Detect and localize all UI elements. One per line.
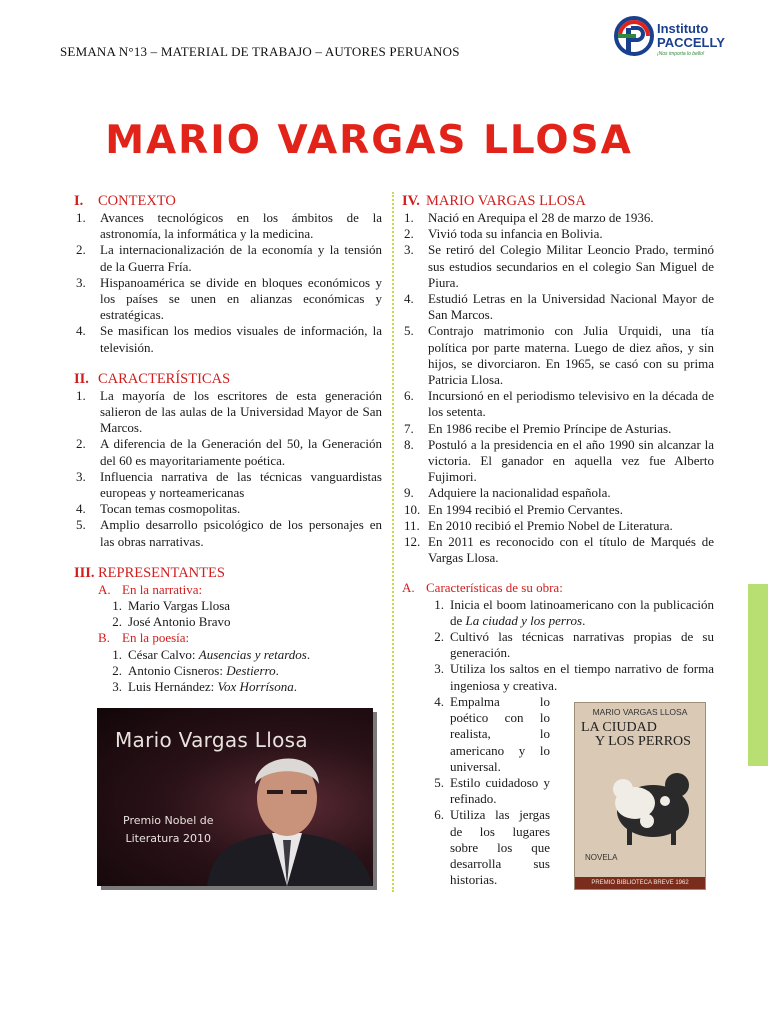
section-caracteristicas-title: II. CARACTERÍSTICAS (74, 370, 231, 387)
narrativa-subtitle: A. En la narrativa: (98, 581, 203, 597)
list-item: 5. Estilo cuidadoso y refinado. (434, 774, 550, 807)
list-item: 10. En 1994 recibió el Premio Cervantes. (404, 501, 623, 517)
list-item: 12. En 2011 es reconocido con el título de Marqués de Vargas Llosa. (404, 534, 714, 566)
list-item: 6. Incursionó en el periodismo televisivo en la década de los setenta. (404, 388, 714, 420)
book-band: PREMIO BIBLIOTECA BREVE 1962 (575, 877, 705, 889)
list-item: 4. Estudió Letras en la Universidad Nacional Mayor de San Marcos. (404, 291, 714, 323)
page-title: MARIO VARGAS LLOSA (105, 118, 633, 163)
list-item: 3. Influencia narrativa de las técnicas vanguardistas europeas y norteamericanas (76, 468, 382, 501)
list-item: 1. César Calvo: Ausencias y retardos. (112, 646, 311, 662)
paccelly-logo-icon (614, 14, 654, 62)
side-tab (748, 584, 768, 766)
book-author: MARIO VARGAS LLOSA (592, 707, 688, 717)
logo-name: Instituto PACCELLY (657, 21, 725, 50)
list-item: 3. Luis Hernández: Vox Horrísona. (112, 679, 297, 695)
list-item: 4. Tocan temas cosmopolitas. (76, 501, 241, 517)
book-title: LA CIUDAD Y LOS PERROS (581, 720, 691, 749)
list-item: 2. La internacionalización de la economía y la tensión de la Guerra Fría. (76, 242, 382, 274)
section-contexto-title: I. CONTEXTO (74, 193, 176, 209)
logo-tagline: ¡Nos importa lo bello! (657, 51, 705, 57)
list-item: 1. La mayoría de los escritores de esta generación salieron de las aulas de la Universidad Mayor de San Marcos. (76, 387, 382, 436)
list-item: 1. Inicia el boom latinoamericano con la publicación de La ciudad y los perros. (434, 596, 714, 628)
list-item: 2. Vivió toda su infancia en Bolivia. (404, 226, 603, 242)
biografia-list (402, 210, 714, 566)
list-item: 4. Se masifican los medios visuales de información, la televisión. (76, 323, 382, 355)
book-genre: NOVELA (585, 853, 618, 862)
photo-caption: Premio Nobel de Literatura 2010 (123, 814, 214, 845)
contexto-list (74, 210, 382, 356)
list-item: 2. Cultivó las técnicas narrativas propias de su generación. (434, 629, 714, 661)
list-item: 7. En 1986 recibe el Premio Príncipe de Asturias. (404, 420, 672, 436)
list-item: 3. Utiliza los saltos en el tiempo narrativo de forma ingeniosa y creativa. (434, 661, 714, 693)
poesia-subtitle: B. En la poesía: (98, 630, 190, 646)
obra-subtitle: A. Características de su obra: (402, 580, 563, 596)
list-item: 5. Amplio desarrollo psicológico de los personajes en las obras narrativas. (76, 517, 382, 549)
poesia-list (74, 647, 382, 696)
list-item: 11. En 2010 recibió el Premio Nobel de Literatura. (404, 517, 673, 533)
section-representantes-title: III. REPRESENTANTES (74, 564, 225, 581)
list-item: 3. Se retiró del Colegio Militar Leoncio Prado, terminó sus estudios secundarios en el colegio San Miguel de Piura. (404, 242, 714, 290)
list-item: 5. Contrajo matrimonio con Julia Urquidi, una tía política por parte materna. Luego de diez años, y sin hijos, se divorciaron. En 1965, se casó con su prima Patricia Llosa. (404, 323, 714, 388)
header-text: SEMANA N°13 – MATERIAL DE TRABAJO – AUTORES PERUANOS (60, 44, 460, 59)
institute-logo (614, 14, 754, 70)
narrativa-list (74, 598, 382, 630)
list-item: 4. Empalma lo poético con lo realista, lo americano y lo universal. (434, 693, 550, 774)
photo-name: Mario Vargas Llosa (115, 728, 308, 752)
list-item: 6. Utiliza las jergas de los lugares sobre los que desarrolla sus historias. (434, 807, 550, 888)
left-column (74, 192, 382, 695)
list-item: 1. Nació en Arequipa el 28 de marzo de 1936. (404, 210, 654, 225)
list-item: 2. Antonio Cisneros: Destierro. (112, 662, 279, 678)
list-item: 8. Postuló a la presidencia en el año 1990 sin alcanzar la victoria. El ganador en aquella vez fue Alberto Fujimori. (404, 436, 714, 485)
column-divider (392, 192, 394, 892)
list-item: 2. A diferencia de la Generación del 50, la Generación del 60 es mayoritariamente poética. (76, 436, 382, 468)
caracteristicas-list (74, 388, 382, 550)
list-item: 1. Mario Vargas Llosa (112, 598, 231, 614)
list-item: 2. José Antonio Bravo (112, 614, 231, 630)
book-cover (574, 702, 706, 890)
list-item: 9. Adquiere la nacionalidad española. (404, 485, 611, 501)
author-photo (97, 708, 373, 886)
section-biografia-title: IV. MARIO VARGAS LLOSA (402, 193, 586, 209)
list-item: 1. Avances tecnológicos en los ámbitos de la astronomía, la informática y la medicina. (76, 210, 382, 242)
list-item: 3. Hispanoamérica se divide en bloques económicos y los países se unen en alianzas económicas y estratégicas. (76, 274, 382, 323)
